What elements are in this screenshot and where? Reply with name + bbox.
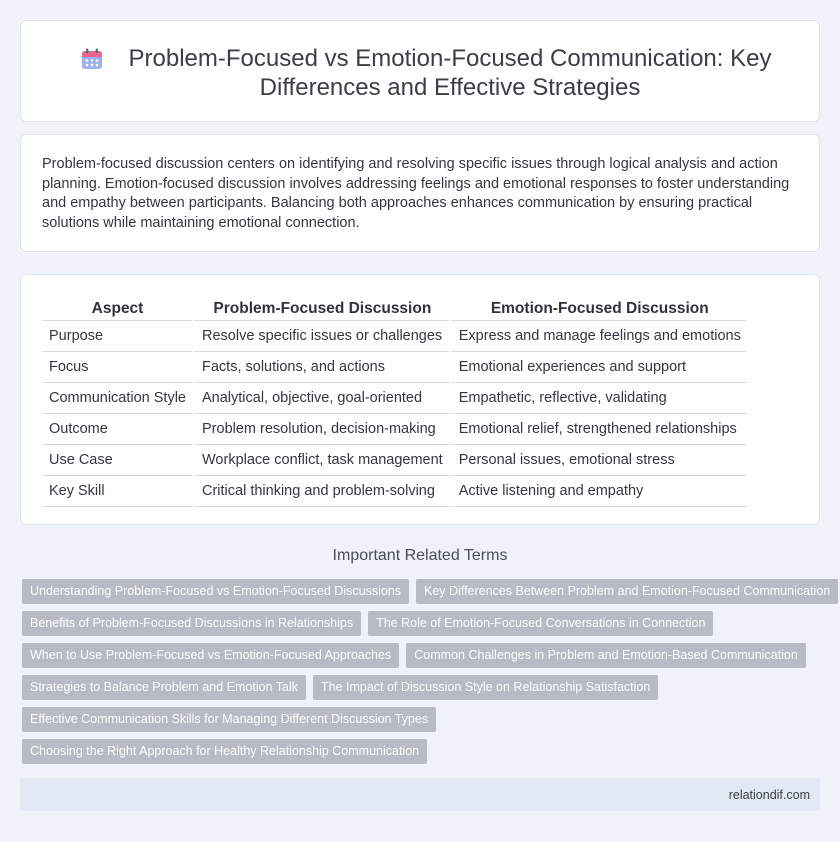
table-cell: Focus [43, 352, 192, 383]
related-term-tag[interactable]: When to Use Problem-Focused vs Emotion-Focused Approaches [22, 643, 399, 668]
table-cell: Critical thinking and problem-solving [192, 476, 449, 507]
comparison-table-card [20, 274, 820, 525]
table-cell: Workplace conflict, task management [192, 445, 449, 476]
table-cell: Empathetic, reflective, validating [449, 383, 747, 414]
table-cell: Emotional experiences and support [449, 352, 747, 383]
table-row [43, 476, 747, 507]
table-header-problem-focused: Problem-Focused Discussion [192, 295, 449, 321]
table-cell: Analytical, objective, goal-oriented [192, 383, 449, 414]
table-header-emotion-focused: Emotion-Focused Discussion [449, 295, 747, 321]
table-cell: Purpose [43, 321, 192, 352]
intro-paragraph: Problem-focused discussion centers on identifying and resolving specific issues through logical analysis and action planning. Emotion-focused discussion involves addressing feelings and emotional responses to foster understanding and empathy between participants. Balancing both approaches enhances communication by ensuring practical solutions while maintaining emotional connection. [42, 156, 790, 231]
table-row [43, 445, 747, 476]
table-row [43, 383, 747, 414]
related-terms-heading: Important Related Terms [332, 547, 508, 564]
related-term-tag[interactable]: Choosing the Right Approach for Healthy Relationship Communication [22, 739, 427, 764]
table-cell: Personal issues, emotional stress [449, 445, 747, 476]
related-term-tag[interactable]: Understanding Problem-Focused vs Emotion-Focused Discussions [22, 579, 409, 604]
footer-site-name: relationdif.com [728, 788, 810, 802]
related-terms-list [22, 579, 831, 771]
table-cell: Resolve specific issues or challenges [192, 321, 449, 352]
intro-card [20, 134, 820, 252]
related-term-tag[interactable]: Effective Communication Skills for Managing Different Discussion Types [22, 707, 436, 732]
table-cell: Express and manage feelings and emotions [449, 321, 747, 352]
related-term-tag[interactable]: Key Differences Between Problem and Emotion-Focused Communication [416, 579, 838, 604]
table-cell: Outcome [43, 414, 192, 445]
table-cell: Emotional relief, strengthened relationships [449, 414, 747, 445]
related-term-tag[interactable]: The Impact of Discussion Style on Relationship Satisfaction [313, 675, 658, 700]
footer [20, 778, 820, 811]
table-header-row [43, 295, 747, 321]
table-cell: Facts, solutions, and actions [192, 352, 449, 383]
table-row [43, 352, 747, 383]
table-row [43, 321, 747, 352]
table-cell: Key Skill [43, 476, 192, 507]
related-term-tag[interactable]: Common Challenges in Problem and Emotion-Based Communication [406, 643, 806, 668]
table-cell: Communication Style [43, 383, 192, 414]
page-title: Problem-Focused vs Emotion-Focused Communication: Key Differences and Effective Strategies [128, 45, 772, 101]
related-term-tag[interactable]: The Role of Emotion-Focused Conversations in Connection [368, 611, 713, 636]
related-term-tag[interactable]: Benefits of Problem-Focused Discussions in Relationships [22, 611, 361, 636]
title-card [20, 20, 820, 122]
table-cell: Active listening and empathy [449, 476, 747, 507]
comparison-table [43, 295, 747, 507]
table-row [43, 414, 747, 445]
table-header-aspect: Aspect [43, 295, 192, 321]
related-term-tag[interactable]: Strategies to Balance Problem and Emotion Talk [22, 675, 306, 700]
table-cell: Problem resolution, decision-making [192, 414, 449, 445]
table-cell: Use Case [43, 445, 192, 476]
